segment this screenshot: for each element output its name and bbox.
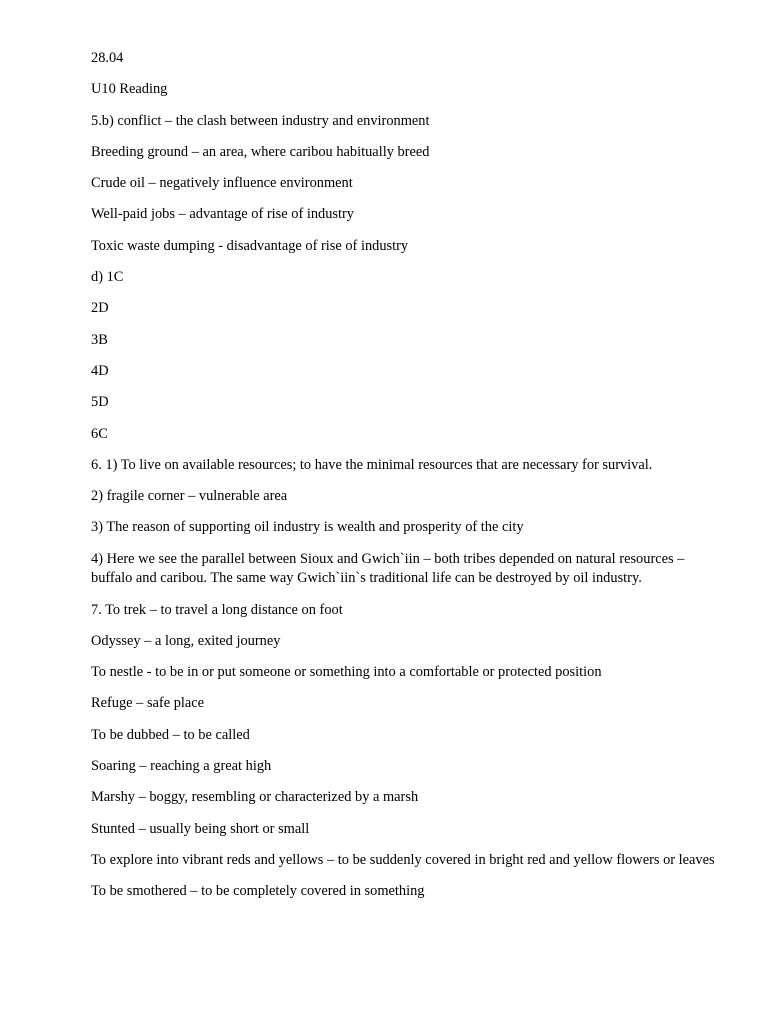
text-line: 7. To trek – to travel a long distance on foot: [91, 601, 343, 618]
date-line: 28.04: [91, 50, 124, 66]
document-body: [91, 49, 721, 914]
answer-line: 3B: [91, 331, 108, 348]
text-line: To be smothered – to be completely covered in something: [91, 883, 425, 900]
text-line: Breeding ground – an area, where caribou habitually breed: [91, 143, 430, 160]
text-paragraph: To explore into vibrant reds and yellows – to be suddenly covered in bright red and yellow flowers or leaves: [91, 851, 715, 868]
answer-line: 2D: [91, 300, 109, 317]
text-line: 5.b) conflict – the clash between industry and environment: [91, 112, 430, 129]
answer-line: 4D: [91, 362, 109, 379]
text-line: 3) The reason of supporting oil industry is wealth and prosperity of the city: [91, 519, 524, 536]
text-line: 6. 1) To live on available resources; to have the minimal resources that are necessary for survival.: [91, 456, 653, 473]
text-line: To be dubbed – to be called: [91, 726, 250, 743]
text-line: Stunted – usually being short or small: [91, 820, 310, 837]
text-line: Soaring – reaching a great high: [91, 758, 272, 775]
answer-line: 6C: [91, 425, 108, 442]
text-paragraph: 4) Here we see the parallel between Sioux and Gwich`iin – both tribes depended on natural resources – buffalo and caribou. The same way Gwich`iin`s traditional life can be destroyed by oil industry.: [91, 550, 685, 587]
text-line: Odyssey – a long, exited journey: [91, 632, 281, 649]
text-line: To nestle - to be in or put someone or something into a comfortable or protected position: [91, 664, 602, 681]
unit-title: U10 Reading: [91, 81, 168, 98]
text-line: Toxic waste dumping - disadvantage of rise of industry: [91, 237, 409, 254]
text-line: 2) fragile corner – vulnerable area: [91, 488, 288, 505]
text-line: Well-paid jobs – advantage of rise of industry: [91, 206, 355, 223]
answer-line: 5D: [91, 394, 109, 411]
text-line: Refuge – safe place: [91, 695, 205, 712]
text-line: Marshy – boggy, resembling or characterized by a marsh: [91, 789, 419, 806]
answer-line: d) 1C: [91, 269, 124, 286]
text-line: Crude oil – negatively influence environment: [91, 175, 353, 192]
